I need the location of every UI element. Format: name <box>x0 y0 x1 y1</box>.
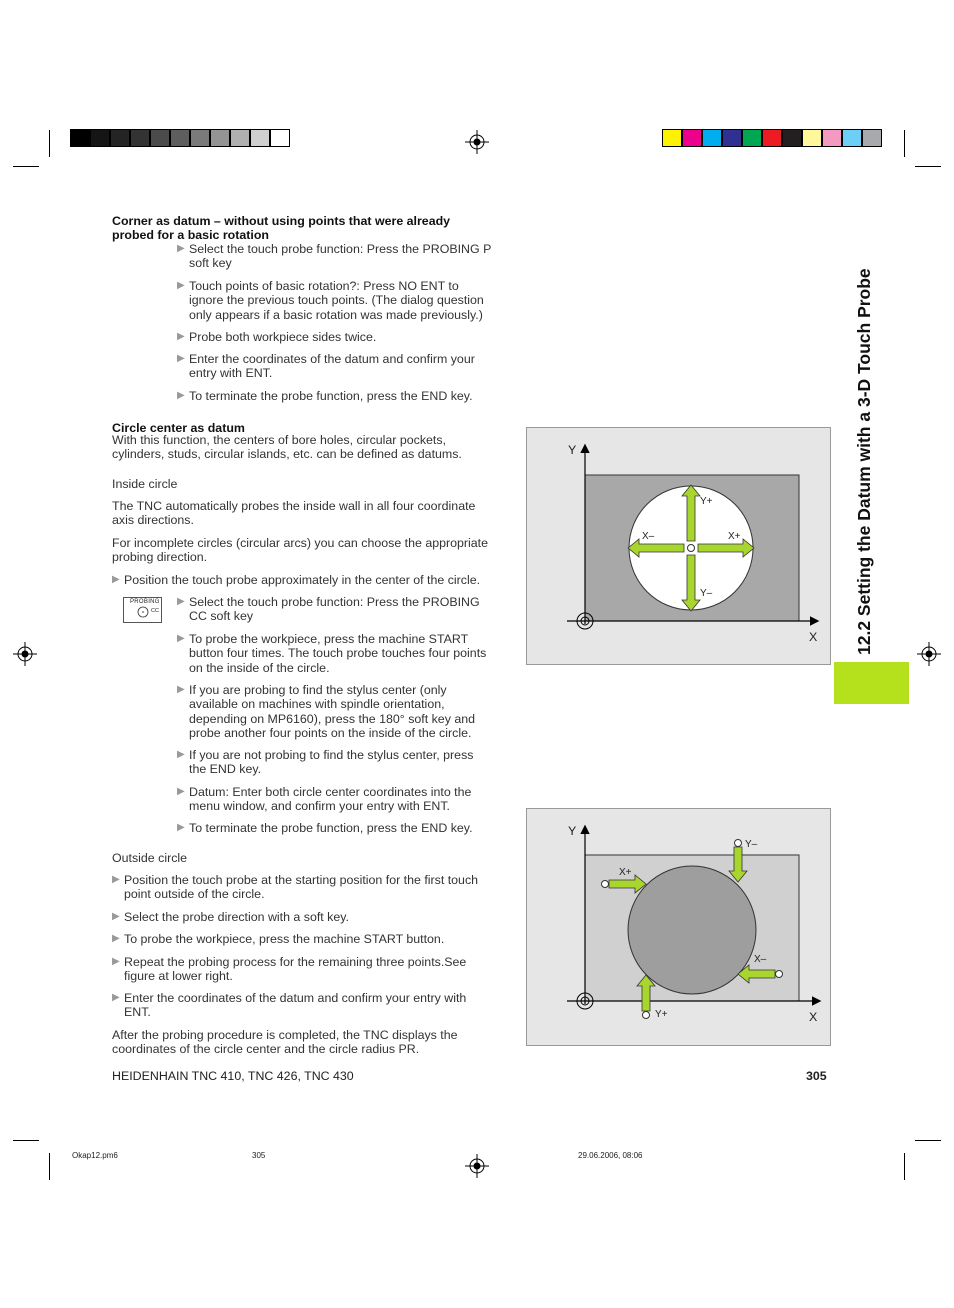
footer-product: HEIDENHAIN TNC 410, TNC 426, TNC 430 <box>112 1069 354 1083</box>
color-swatch <box>762 129 782 147</box>
yminus-label: Y– <box>745 839 758 850</box>
color-swatch <box>90 129 110 147</box>
figure-outside-circle <box>526 808 831 1046</box>
list-item-line: CC soft key <box>189 609 254 624</box>
section-heading: Corner as datum – without using points that were already probed for a basic rotation <box>112 214 451 243</box>
list-item <box>177 632 508 675</box>
color-swatch <box>190 129 210 147</box>
list-item-line: on the inside of the circle. <box>189 660 330 675</box>
color-swatch <box>742 129 762 147</box>
section-heading: Circle center as datum <box>112 421 245 435</box>
list-item-line: Select the probe direction with a soft key. <box>124 910 349 924</box>
crop-mark <box>915 166 941 167</box>
list-item-line: figure at lower right. <box>124 969 233 984</box>
bullet-arrow-icon: ▶ <box>112 992 120 1003</box>
intro-paragraph: With this function, the centers of bore holes, circular pockets, cylinders, studs, circular islands, etc. can be defined as datums. <box>112 433 462 462</box>
color-swatch <box>722 129 742 147</box>
yplus-label: Y+ <box>655 1009 668 1020</box>
list-item-line: Touch points of basic rotation?: Press NO ENT to <box>189 279 459 293</box>
crop-mark <box>13 166 39 167</box>
bullet-arrow-icon: ▶ <box>112 933 120 944</box>
bullet-arrow-icon: ▶ <box>177 684 185 695</box>
color-swatch <box>130 129 150 147</box>
x-axis-label: X <box>809 630 818 644</box>
list-item-line: Enter the coordinates of the datum and confirm your <box>189 352 475 366</box>
footer-timestamp: 29.06.2006, 08:06 <box>578 1151 643 1160</box>
list-item-line: Repeat the probing process for the remaining three points.See <box>124 955 467 969</box>
list-item <box>177 242 508 271</box>
circle-center-icon <box>137 606 149 618</box>
page-number: 305 <box>806 1069 827 1083</box>
list-item-line: Datum: Enter both circle center coordinates into the <box>189 785 472 799</box>
list-item <box>177 279 508 322</box>
footer-file: Okap12.pm6 <box>72 1151 118 1160</box>
list-item-line: point outside of the circle. <box>124 887 265 902</box>
footer-file-page: 305 <box>252 1151 266 1160</box>
color-swatch <box>70 129 90 147</box>
registration-mark-icon <box>917 642 941 666</box>
list-item-line: Position the touch probe at the starting position for the first touch <box>124 873 479 887</box>
list-item <box>177 683 508 740</box>
bullet-arrow-icon: ▶ <box>112 874 120 885</box>
color-swatch <box>802 129 822 147</box>
bullet-arrow-icon: ▶ <box>177 353 185 364</box>
yminus-label: Y– <box>700 588 713 599</box>
paragraph: For incomplete circles (circular arcs) you can choose the appropriate probing direction. <box>112 536 489 565</box>
list-item-line: To probe the workpiece, press the machine START <box>189 632 469 646</box>
color-swatch <box>150 129 170 147</box>
registration-mark-icon <box>465 1154 489 1178</box>
xminus-label: X– <box>754 954 767 965</box>
color-swatch <box>862 129 882 147</box>
chapter-accent-tab <box>834 662 909 704</box>
list-item <box>112 932 508 946</box>
y-axis-label: Y <box>568 443 577 457</box>
xplus-label: X+ <box>619 867 632 878</box>
list-item <box>112 910 508 924</box>
color-swatch <box>682 129 702 147</box>
y-axis-label: Y <box>568 824 577 838</box>
color-swatch <box>842 129 862 147</box>
crop-mark <box>13 1140 39 1141</box>
color-swatch <box>170 129 190 147</box>
list-item-line: To probe the workpiece, press the machine START button. <box>124 932 445 946</box>
subheading-outside-circle: Outside circle <box>112 851 188 865</box>
list-item-line: available on machines with spindle orientation, <box>189 697 445 712</box>
list-item-line: Probe both workpiece sides twice. <box>189 330 377 344</box>
color-swatch <box>230 129 250 147</box>
xminus-label: X– <box>642 531 655 542</box>
subheading-inside-circle: Inside circle <box>112 477 178 491</box>
list-item <box>177 389 508 403</box>
list-item <box>177 821 508 835</box>
list-item-line: the END key. <box>189 762 262 777</box>
list-item-line: Select the touch probe function: Press the PROBING P <box>189 242 492 256</box>
chapter-title-vertical: 12.2 Setting the Datum with a 3-D Touch Probe <box>854 268 874 655</box>
crop-mark <box>904 130 905 157</box>
bullet-arrow-icon: ▶ <box>177 280 185 291</box>
color-swatch <box>210 129 230 147</box>
list-item-line: If you are probing to find the stylus center (only <box>189 683 447 697</box>
crop-mark <box>904 1153 905 1180</box>
bullet-arrow-icon: ▶ <box>177 749 185 760</box>
crop-mark <box>49 1153 50 1180</box>
gray-calibration-bar <box>70 129 290 148</box>
list-item <box>112 955 508 984</box>
paragraph: The TNC automatically probes the inside wall in all four coordinate axis directions. <box>112 499 476 528</box>
list-item <box>177 352 508 381</box>
list-item <box>177 785 508 814</box>
list-item-line: soft key <box>189 256 232 271</box>
bullet-arrow-icon: ▶ <box>177 243 185 254</box>
figure-inside-circle <box>526 427 831 665</box>
list-item-line: depending on MP6160), press the 180° soft key and <box>189 711 476 726</box>
crop-mark <box>915 1140 941 1141</box>
xplus-label: X+ <box>728 531 741 542</box>
list-item-line: ENT. <box>124 1005 151 1020</box>
bullet-arrow-icon: ▶ <box>177 786 185 797</box>
color-swatch <box>822 129 842 147</box>
bullet-arrow-icon: ▶ <box>177 822 185 833</box>
list-item-line: menu window, and confirm your entry with ENT. <box>189 799 451 814</box>
yplus-label: Y+ <box>700 496 713 507</box>
closing-paragraph: After the probing procedure is completed, the TNC displays the coordinates of the circle center and the circle radius PR. <box>112 1028 458 1057</box>
list-item <box>112 991 508 1020</box>
list-item-line: Select the touch probe function: Press the PROBING <box>189 595 480 609</box>
list-item-line: entry with ENT. <box>189 366 273 381</box>
bullet-arrow-icon: ▶ <box>177 331 185 342</box>
crop-mark <box>49 130 50 157</box>
color-swatch <box>110 129 130 147</box>
bullet-arrow-icon: ▶ <box>112 911 120 922</box>
registration-mark-icon <box>465 130 489 154</box>
list-item <box>177 748 508 777</box>
list-item-line: Enter the coordinates of the datum and confirm your entry with <box>124 991 467 1005</box>
bullet-arrow-icon: ▶ <box>177 596 185 607</box>
list-item-line: probe another four points on the inside of the circle. <box>189 725 472 740</box>
registration-mark-icon <box>13 642 37 666</box>
list-item-line: To terminate the probe function, press the END key. <box>189 389 473 403</box>
color-swatch <box>662 129 682 147</box>
list-item <box>177 595 508 624</box>
list-item <box>112 873 508 902</box>
color-swatch <box>250 129 270 147</box>
probing-cc-softkey[interactable]: PROBING CC <box>123 597 162 623</box>
color-swatch <box>270 129 290 147</box>
list-item-line: ignore the previous touch points. (The dialog question <box>189 293 484 308</box>
x-axis-label: X <box>809 1010 818 1024</box>
list-item <box>177 330 508 344</box>
color-swatch <box>702 129 722 147</box>
list-item-line: button four times. The touch probe touches four points <box>189 646 487 661</box>
bullet-arrow-icon: ▶ <box>177 633 185 644</box>
bullet-position-probe: ▶ Position the touch probe approximately in the center of the circle. <box>112 573 481 587</box>
list-item-line: only appears if a basic rotation was made previously.) <box>189 307 483 322</box>
color-swatch <box>782 129 802 147</box>
bullet-arrow-icon: ▶ <box>177 390 185 401</box>
list-item-line: To terminate the probe function, press the END key. <box>189 821 473 835</box>
bullet-arrow-icon: ▶ <box>112 956 120 967</box>
color-calibration-bar <box>662 129 882 148</box>
list-item-line: If you are not probing to find the stylus center, press <box>189 748 474 762</box>
